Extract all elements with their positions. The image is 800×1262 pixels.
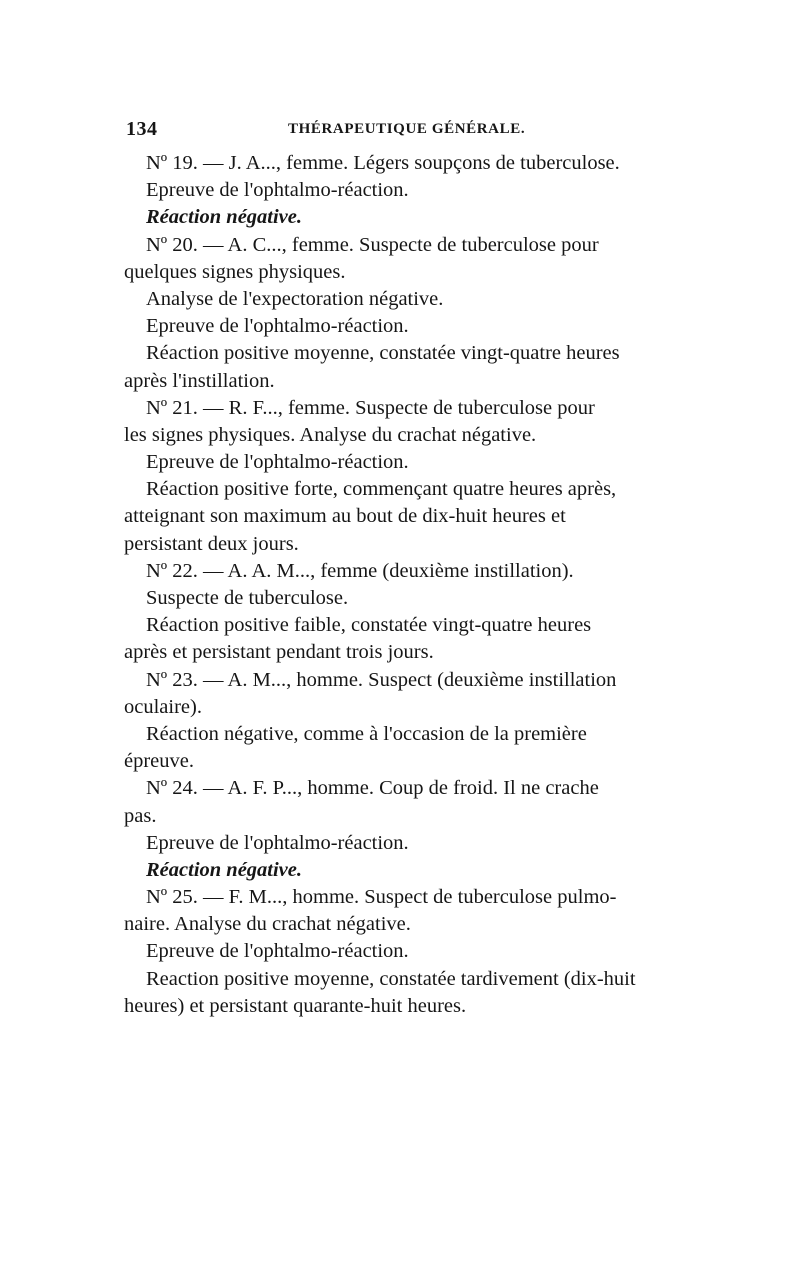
text-line: pas. xyxy=(124,804,157,827)
text-line: Réaction positive forte, commençant quatre heures après, xyxy=(146,478,617,501)
text-line: quelques signes physiques. xyxy=(124,260,346,283)
text-line: Epreuve de l'ophtalmo-réaction. xyxy=(146,179,409,202)
text-line: Réaction négative. xyxy=(146,858,303,881)
text-line: Nº 23. — A. M..., homme. Suspect (deuxième instillation xyxy=(146,668,617,691)
running-title: THÉRAPEUTIQUE GÉNÉRALE. xyxy=(288,121,526,137)
text-line: atteignant son maximum au bout de dix-huit heures et xyxy=(124,505,566,528)
text-line: Analyse de l'expectoration négative. xyxy=(146,287,444,310)
text-line: Nº 21. — R. F..., femme. Suspecte de tuberculose pour xyxy=(146,396,595,419)
page-number: 134 xyxy=(126,118,158,140)
text-line: Suspecte de tuberculose. xyxy=(146,587,349,609)
text-line: Epreuve de l'ophtalmo-réaction. xyxy=(146,451,409,474)
text-line: Nº 25. — F. M..., homme. Suspect de tuberculose pulmo- xyxy=(146,886,617,909)
text-line: Nº 19. — J. A..., femme. Légers soupçons de tuberculose. xyxy=(146,152,620,174)
text-line: Reaction positive moyenne, constatée tardivement (dix-huit xyxy=(146,967,636,990)
text-line: oculaire). xyxy=(124,695,202,718)
text-line: Nº 22. — A. A. M..., femme (deuxième instillation). xyxy=(146,559,574,582)
text-line: Réaction négative. xyxy=(146,206,303,229)
body-text xyxy=(124,150,676,1020)
text-line: Epreuve de l'ophtalmo-réaction. xyxy=(146,940,409,963)
text-line: épreuve. xyxy=(124,750,194,773)
text-line: Epreuve de l'ophtalmo-réaction. xyxy=(146,315,409,338)
text-line: Réaction positive faible, constatée vingt-quatre heures xyxy=(146,614,592,637)
text-line: Réaction positive moyenne, constatée vingt-quatre heures xyxy=(146,342,620,365)
text-line: persistant deux jours. xyxy=(124,532,299,555)
text-line: Réaction négative, comme à l'occasion de la première xyxy=(146,722,587,745)
text-line: Nº 24. — A. F. P..., homme. Coup de froid. Il ne crache xyxy=(146,777,599,800)
text-line: après l'instillation. xyxy=(124,369,275,392)
text-line: heures) et persistant quarante-huit heures. xyxy=(124,994,467,1017)
text-line: après et persistant pendant trois jours. xyxy=(124,641,434,664)
text-line: naire. Analyse du crachat négative. xyxy=(124,913,411,936)
text-line: Epreuve de l'ophtalmo-réaction. xyxy=(146,831,409,854)
text-line: les signes physiques. Analyse du crachat négative. xyxy=(124,423,537,446)
text-line: Nº 20. — A. C..., femme. Suspecte de tuberculose pour xyxy=(146,233,599,256)
